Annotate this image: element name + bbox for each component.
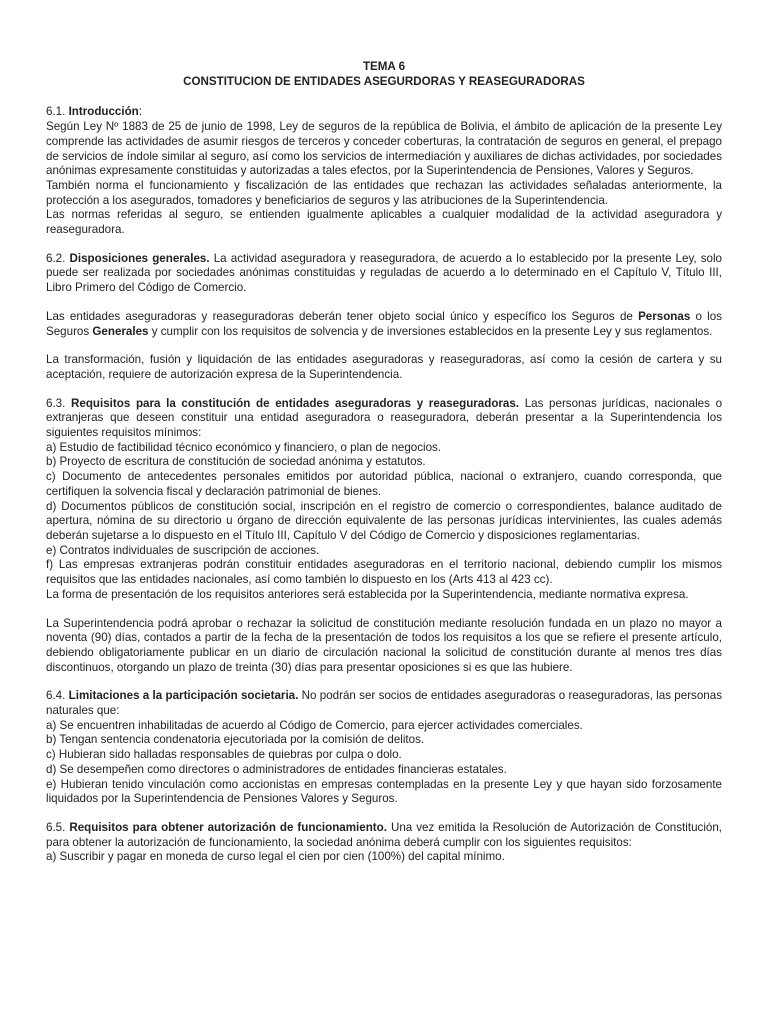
paragraph-text: Las entidades aseguradoras y reaseguradoras deberán tener objeto social único y específico los Seguros de (46, 309, 639, 323)
paragraph (46, 397, 722, 441)
list-item: d) Documentos públicos de constitución social, inscripción en el registro de comercio o correspondientes, balance auditado de apertura, nómina de su directorio u órgano de dirección equivalente de las personas jurídicas intervinientes, las cuales además deberán sujetarse a lo dispuesto en el Título III, Capítulo V del Código de Comercio y disposiciones reglamentarias. (46, 499, 722, 542)
paragraph (46, 689, 722, 718)
section-colon: : (138, 105, 142, 119)
section-6-3 (46, 397, 722, 676)
list-item: d) Se desempeñen como directores o administradores de entidades financieras estatales. (46, 762, 507, 776)
section-title: Requisitos para obtener autorización de funcionamiento. (69, 820, 387, 834)
paragraph: La forma de presentación de los requisitos anteriores será establecida por la Superintendencia, mediante normativa expresa. (46, 587, 689, 601)
paragraph: Según Ley Nº 1883 de 25 de junio de 1998, Ley de seguros de la república de Bolivia, el ámbito de aplicación de la presente Ley comprende las actividades de asumir riesgos de terceros y conceder coberturas, la contratación de seguros en general, el prepago de servicios de índole similar al seguro, así como los servicios de intermediación y auxiliares de dichas actividades, por sociedades anónimas expresamente constituidas y autorizadas a tales efectos, por la Superintendencia de Pensiones, Valores y Seguros. (46, 120, 722, 178)
list-item: f) Las empresas extranjeras podrán constituir entidades aseguradoras en el territorio nacional, debiendo cumplir los mismos requisitos que las entidades nacionales, así como también lo dispuesto en los (Arts 413 al 423 cc). (46, 558, 722, 587)
bold-term-generales: Generales (92, 324, 149, 338)
list-item: c) Documento de antecedentes personales emitidos por autoridad pública, nacional o extranjero, cuando corresponda, que certifiquen la solvencia fiscal y declaración patrimonial de bienes. (46, 470, 722, 498)
section-title: Limitaciones a la participación societaria. (68, 689, 299, 703)
paragraph-text: Las personas jurídicas, nacionales o extranjeras que deseen constituir una entidad aseguradora o reaseguradora, deberán presentar a la Superintendencia los siguientes requisitos mínimos: (46, 396, 723, 440)
paragraph-text: y cumplir con los requisitos de solvencia y de inversiones establecidos en la presente Ley y sus reglamentos. (148, 324, 713, 338)
section-title: Disposiciones generales. (69, 251, 210, 265)
section-number: 6.2. (46, 251, 70, 265)
section-6-1 (46, 105, 722, 237)
paragraph (46, 310, 722, 339)
paragraph-text: La actividad aseguradora y reaseguradora, de acuerdo a lo establecido por la presente Ley, solo puede ser realizada por sociedades anónimas constituidas y reguladas de acuerdo a lo determinado en el Capítulo V, Título III, Libro Primero del Código de Comercio. (46, 251, 723, 295)
section-6-2 (46, 252, 722, 383)
section-6-5 (46, 821, 722, 865)
paragraph: Las normas referidas al seguro, se entienden igualmente aplicables a cualquier modalidad de la actividad aseguradora y reaseguradora. (46, 208, 722, 237)
list-item: b) Proyecto de escritura de constitución de sociedad anónima y estatutos. (46, 455, 426, 469)
section-number: 6.5. (46, 820, 70, 834)
list-item: a) Suscribir y pagar en moneda de curso legal el cien por cien (100%) del capital mínimo. (46, 850, 505, 864)
list-item: c) Hubieran sido halladas responsables de quiebras por culpa o dolo. (46, 748, 402, 762)
section-title: Introducción (68, 105, 139, 119)
section-number: 6.1. (46, 105, 69, 119)
list-item: b) Tengan sentencia condenatoria ejecutoriada por la comisión de delitos. (46, 733, 425, 747)
paragraph: La Superintendencia podrá aprobar o rechazar la solicitud de constitución mediante resolución fundada en un plazo no mayor a noventa (90) días, contados a partir de la fecha de la presentación de todos los requisitos a los que se refiere el presente artículo, debiendo obligatoriamente publicar en un diario de circulación nacional la solicitud de constitución durante al menos tres días discontinuos, otorgando un plazo de treinta (30) días para presentar oposiciones si es que las hubiere. (46, 616, 722, 674)
section-6-4 (46, 689, 722, 807)
paragraph-text: No podrán ser socios de entidades aseguradoras o reaseguradoras, las personas naturales que: (46, 689, 722, 718)
list-item: a) Se encuentren inhabilitadas de acuerdo al Código de Comercio, para ejercer actividades comerciales. (46, 718, 583, 732)
list-item: e) Contratos individuales de suscripción de acciones. (46, 543, 320, 557)
document-title (46, 60, 722, 89)
paragraph (46, 252, 722, 296)
paragraph: También norma el funcionamiento y fiscalización de las entidades que rechazan las actividades señaladas anteriormente, la protección a los asegurados, tomadores y beneficiarios de seguros y las atribuciones de la Superintendencia. (46, 178, 722, 207)
list-item: e) Hubieran tenido vinculación como accionistas en empresas contempladas en la presente Ley y que hayan sido forzosamente liquidados por la Superintendencia de Pensiones Valores y Seguros. (46, 777, 722, 806)
list-item: a) Estudio de factibilidad técnico económico y financiero, o plan de negocios. (46, 440, 442, 454)
title-line-1: TEMA 6 (362, 60, 406, 73)
paragraph-text: o los Seguros (46, 309, 722, 338)
section-title: Requisitos para la constitución de entidades aseguradoras y reaseguradoras. (71, 396, 520, 410)
section-number: 6.4. (46, 689, 69, 703)
section-number: 6.3. (46, 396, 72, 410)
paragraph-text: Una vez emitida la Resolución de Autorización de Constitución, para obtener la autorización de funcionamiento, la sociedad anónima deberá cumplir con los siguientes requisitos: (46, 820, 723, 849)
bold-term-personas: Personas (638, 309, 691, 323)
section-heading (46, 105, 722, 120)
title-line-2: CONSTITUCION DE ENTIDADES ASEGURDORAS Y REASEGURADORAS (183, 74, 585, 88)
paragraph: La transformación, fusión y liquidación de las entidades aseguradoras y reaseguradoras, así como la cesión de cartera y su aceptación, requiere de autorización expresa de la Superintendencia. (46, 353, 722, 381)
paragraph (46, 821, 722, 850)
